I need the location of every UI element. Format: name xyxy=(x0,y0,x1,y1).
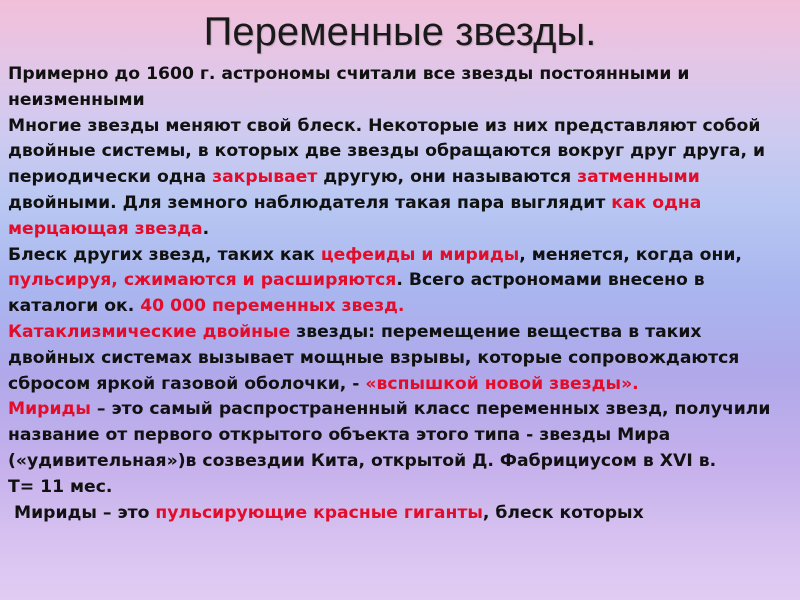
highlighted-text: пульсирующие красные гиганты xyxy=(155,502,483,523)
body-text: . xyxy=(202,218,210,239)
highlighted-text: 40 000 переменных звезд. xyxy=(140,296,405,317)
paragraph xyxy=(8,501,792,527)
body-text: двойными. Для земного наблюдателя такая пара выглядит xyxy=(8,192,612,213)
paragraph xyxy=(8,320,792,397)
slide-title: Переменные звезды. xyxy=(203,10,597,54)
paragraph xyxy=(8,243,792,320)
paragraph xyxy=(8,397,792,474)
highlighted-text: «вспышкой новой звезды». xyxy=(365,373,639,394)
body-text: . Всего астрономами внесено в каталоги ок. xyxy=(8,270,705,317)
highlighted-text: пульсируя, сжимаются и расширяются xyxy=(8,270,397,291)
body-text: Примерно до 1600 г. астрономы считали все звезды постоянными и неизменными xyxy=(8,64,690,110)
paragraph xyxy=(8,62,792,114)
body-text: другую, они называются xyxy=(317,167,578,188)
highlighted-text: закрывает xyxy=(212,167,318,188)
body-text: Многие звезды меняют свой блеск. Некоторые из них представляют собой двойные системы, в которых две звезды обращаются вокруг друг друга, и периодически одна xyxy=(8,115,766,188)
paragraph xyxy=(8,475,792,501)
highlighted-text: как одна мерцающая звезда xyxy=(8,192,702,239)
body-text: T= 11 мес. xyxy=(8,476,113,497)
body-text: , блеск которых xyxy=(482,502,644,523)
highlighted-text: цефеиды и мириды xyxy=(320,244,520,265)
highlighted-text: Катаклизмические двойные xyxy=(8,321,291,342)
body-text: Блеск других звезд, таких как xyxy=(8,244,321,265)
highlighted-text: затменными xyxy=(577,167,700,188)
slide-body xyxy=(8,62,792,526)
body-text: Мириды – это xyxy=(14,502,156,523)
highlighted-text: Мириды xyxy=(8,399,91,420)
body-text: звезды: перемещение вещества в таких двойных системах вызывает мощные взрывы, которые сопровождаются сбросом яркой газовой оболочки, - xyxy=(8,321,740,394)
body-text: – это самый распространенный класс переменных звезд, получили название от первого открытого объекта этого типа - звезды Мира («удивительная»)в созвездии Кита, открытой Д. Фабрициусом в XVI в. xyxy=(8,399,771,471)
paragraph xyxy=(8,114,792,243)
body-text: , меняется, когда они, xyxy=(519,244,742,265)
